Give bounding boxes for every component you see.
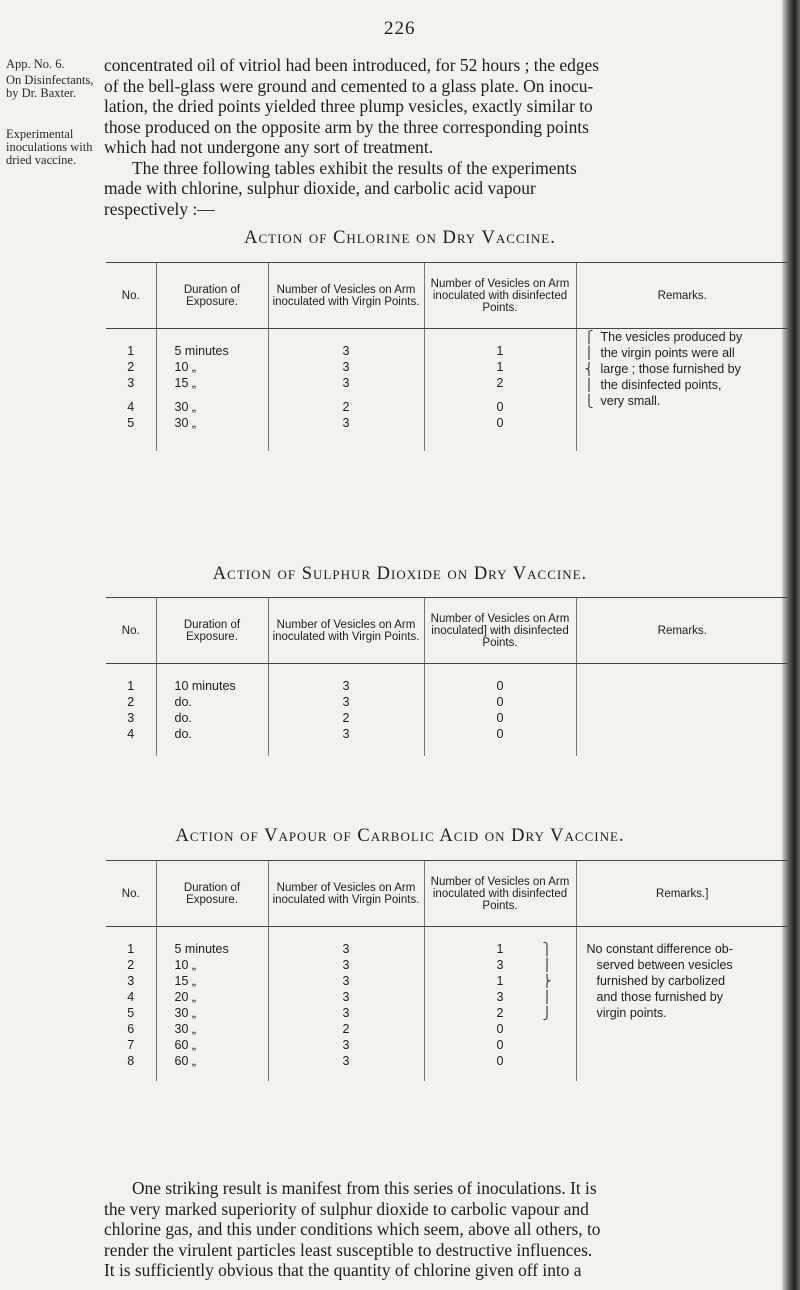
table-chlorine <box>106 262 788 451</box>
table-title-carbolic-acid: Action of Vapour of Carbolic Acid on Dry Vaccine. <box>175 826 625 846</box>
remark-line: furnished by carbolized <box>596 974 726 988</box>
cell-no: 1 <box>127 679 135 693</box>
table-carbolic-acid <box>106 860 788 1081</box>
cell-no: 2 <box>127 360 135 374</box>
remark-line: large ; those furnished by <box>600 362 741 376</box>
cell-virgin: 3 <box>268 957 424 973</box>
cell-virgin: 3 <box>268 415 424 431</box>
intro-line: The three following tables exhibit the results of the experiments <box>132 157 577 178</box>
header-remarks: Remarks.] <box>576 861 788 927</box>
cell-no: 4 <box>127 990 135 1004</box>
header-remarks: Remarks. <box>576 263 788 329</box>
cell-no: 3 <box>127 376 135 390</box>
intro-line: those produced on the opposite arm by the three corresponding points <box>104 116 589 137</box>
cell-no: 3 <box>127 974 135 988</box>
cell-duration: 30 „ <box>156 1021 268 1037</box>
margin-note-topic: Experimental inoculations with dried vaccine. <box>6 127 93 167</box>
cell-duration: 10 minutes <box>156 678 268 694</box>
header-disinfected: Number of Vesicles on Arm inoculated] with disinfected Points. <box>424 598 576 664</box>
cell-virgin: 3 <box>268 343 424 359</box>
closing-line: It is sufficiently obvious that the quantity of chlorine given off into a <box>104 1260 582 1280</box>
cell-duration: 60 „ <box>156 1053 268 1069</box>
cell-disinfected: 0 <box>424 1037 576 1053</box>
cell-no: 4 <box>127 400 135 414</box>
cell-remarks <box>576 710 788 726</box>
cell-no: 5 <box>127 1006 135 1020</box>
header-duration: Duration of Exposure. <box>156 263 268 329</box>
header-no: No. <box>106 861 156 927</box>
cell-disinfected: 0 <box>424 678 576 694</box>
intro-paragraph <box>104 55 794 219</box>
cell-virgin: 3 <box>268 726 424 742</box>
cell-disinfected: 0 <box>424 415 576 431</box>
remark-line: No constant difference ob- <box>586 942 733 956</box>
table-title-sulphur-dioxide: Action of Sulphur Dioxide on Dry Vaccine. <box>212 564 588 584</box>
cell-disinfected: 0 <box>424 694 576 710</box>
cell-no: 7 <box>127 1038 135 1052</box>
cell-no: 3 <box>127 711 135 725</box>
table-row <box>106 726 788 742</box>
cell-virgin: 3 <box>268 694 424 710</box>
cell-virgin: 3 <box>268 359 424 375</box>
intro-line: which had not undergone any sort of treatment. <box>104 137 434 157</box>
header-disinfected: Number of Vesicles on Arm inoculated with disinfected Points. <box>424 861 576 927</box>
brace-mark: ⎧ ⎪ ⎨ ⎪ ⎩ <box>584 330 594 408</box>
remark-line: very small. <box>600 394 661 408</box>
cell-duration: do. <box>156 726 268 742</box>
cell-duration: 15 „ <box>156 375 268 391</box>
table-title-chlorine: Action of Chlorine on Dry Vaccine. <box>244 228 556 248</box>
table-row <box>106 343 788 359</box>
intro-line: of the bell-glass were ground and cemented to a glass plate. On inocu- <box>104 75 594 96</box>
cell-no: 4 <box>127 727 135 741</box>
cell-disinfected: 1 <box>424 343 576 359</box>
table-row <box>106 678 788 694</box>
header-virgin: Number of Vesicles on Arm inoculated with Virgin Points. <box>268 263 424 329</box>
cell-disinfected: 1 <box>424 359 576 375</box>
cell-virgin: 3 <box>268 1005 424 1021</box>
cell-duration: 30 „ <box>156 391 268 415</box>
remark-line: virgin points. <box>596 1006 667 1020</box>
cell-duration: 60 „ <box>156 1037 268 1053</box>
closing-line: One striking result is manifest from this series of inoculations. It is <box>132 1178 597 1198</box>
remark-line: the disinfected points, <box>600 378 722 392</box>
remark-line: served between vesicles <box>596 958 733 972</box>
cell-no: 2 <box>127 695 135 709</box>
header-no: No. <box>106 263 156 329</box>
cell-remarks <box>542 941 788 1069</box>
cell-disinfected: 0 <box>424 1021 576 1037</box>
cell-disinfected: 2 <box>424 1005 576 1021</box>
cell-disinfected: 3 <box>424 989 576 1005</box>
cell-virgin: 3 <box>268 678 424 694</box>
closing-line: the very marked superiority of sulphur dioxide to carbolic vapour and <box>104 1198 589 1219</box>
cell-duration: 20 „ <box>156 989 268 1005</box>
cell-disinfected: 0 <box>424 1053 576 1069</box>
cell-virgin: 3 <box>268 1053 424 1069</box>
cell-duration: 5 minutes <box>156 941 268 957</box>
cell-duration: 10 „ <box>156 957 268 973</box>
cell-disinfected: 2 <box>424 375 576 391</box>
page-number: 226 <box>384 18 416 39</box>
table-row <box>106 941 788 957</box>
cell-remarks <box>576 330 788 431</box>
cell-no: 8 <box>127 1054 135 1068</box>
margin-note-appendix: App. No. 6. <box>6 57 65 71</box>
cell-disinfected: 0 <box>424 726 576 742</box>
cell-no: 5 <box>127 416 135 430</box>
cell-no: 6 <box>127 1022 135 1036</box>
intro-line: made with chlorine, sulphur dioxide, and carbolic acid vapour <box>104 178 536 198</box>
table-sulphur-dioxide <box>106 597 788 756</box>
cell-duration: do. <box>156 710 268 726</box>
header-virgin: Number of Vesicles on Arm inoculated with Virgin Points. <box>268 598 424 664</box>
cell-duration: 30 „ <box>156 415 268 431</box>
brace-mark: ⎫ ⎪ ⎬ ⎪ ⎭ <box>542 942 552 1020</box>
closing-line: render the virulent particles least susceptible to destructive influences. <box>104 1239 593 1260</box>
header-remarks: Remarks. <box>576 598 788 664</box>
header-no: No. <box>106 598 156 664</box>
closing-line: chlorine gas, and this under conditions which seem, above all others, to <box>104 1219 601 1239</box>
cell-virgin: 3 <box>268 1037 424 1053</box>
cell-disinfected: 3 <box>424 957 576 973</box>
cell-virgin: 3 <box>268 989 424 1005</box>
margin-note-section: On Disinfectants, by Dr. Baxter. <box>6 73 94 100</box>
cell-virgin: 2 <box>268 710 424 726</box>
cell-virgin: 2 <box>268 1021 424 1037</box>
cell-disinfected: 1 <box>424 941 576 957</box>
header-duration: Duration of Exposure. <box>156 861 268 927</box>
cell-virgin: 3 <box>268 973 424 989</box>
cell-remarks <box>576 726 788 742</box>
cell-duration: do. <box>156 694 268 710</box>
remark-line: the virgin points were all <box>600 346 735 360</box>
remark-line: and those furnished by <box>596 990 723 1004</box>
header-duration: Duration of Exposure. <box>156 598 268 664</box>
header-disinfected: Number of Vesicles on Arm inoculated with disinfected Points. <box>424 263 576 329</box>
closing-paragraph <box>104 1178 794 1281</box>
cell-virgin: 2 <box>268 391 424 415</box>
cell-duration: 15 „ <box>156 973 268 989</box>
intro-line: lation, the dried points yielded three plump vesicles, exactly similar to <box>104 96 593 116</box>
header-virgin: Number of Vesicles on Arm inoculated with Virgin Points. <box>268 861 424 927</box>
cell-disinfected: 0 <box>424 710 576 726</box>
cell-duration: 10 „ <box>156 359 268 375</box>
table-row <box>106 694 788 710</box>
table-row <box>106 710 788 726</box>
cell-remarks <box>576 678 788 694</box>
cell-virgin: 3 <box>268 375 424 391</box>
cell-disinfected: 1 <box>424 973 576 989</box>
cell-duration: 5 minutes <box>156 343 268 359</box>
cell-disinfected: 0 <box>424 391 576 415</box>
intro-line: concentrated oil of vitriol had been introduced, for 52 hours ; the edges <box>104 55 599 75</box>
remark-line: The vesicles produced by <box>600 330 743 344</box>
cell-duration: 30 „ <box>156 1005 268 1021</box>
intro-line: respectively :— <box>104 198 215 219</box>
cell-no: 1 <box>127 344 135 358</box>
cell-virgin: 3 <box>268 941 424 957</box>
cell-no: 1 <box>127 942 135 956</box>
cell-no: 2 <box>127 958 135 972</box>
cell-remarks <box>576 694 788 710</box>
